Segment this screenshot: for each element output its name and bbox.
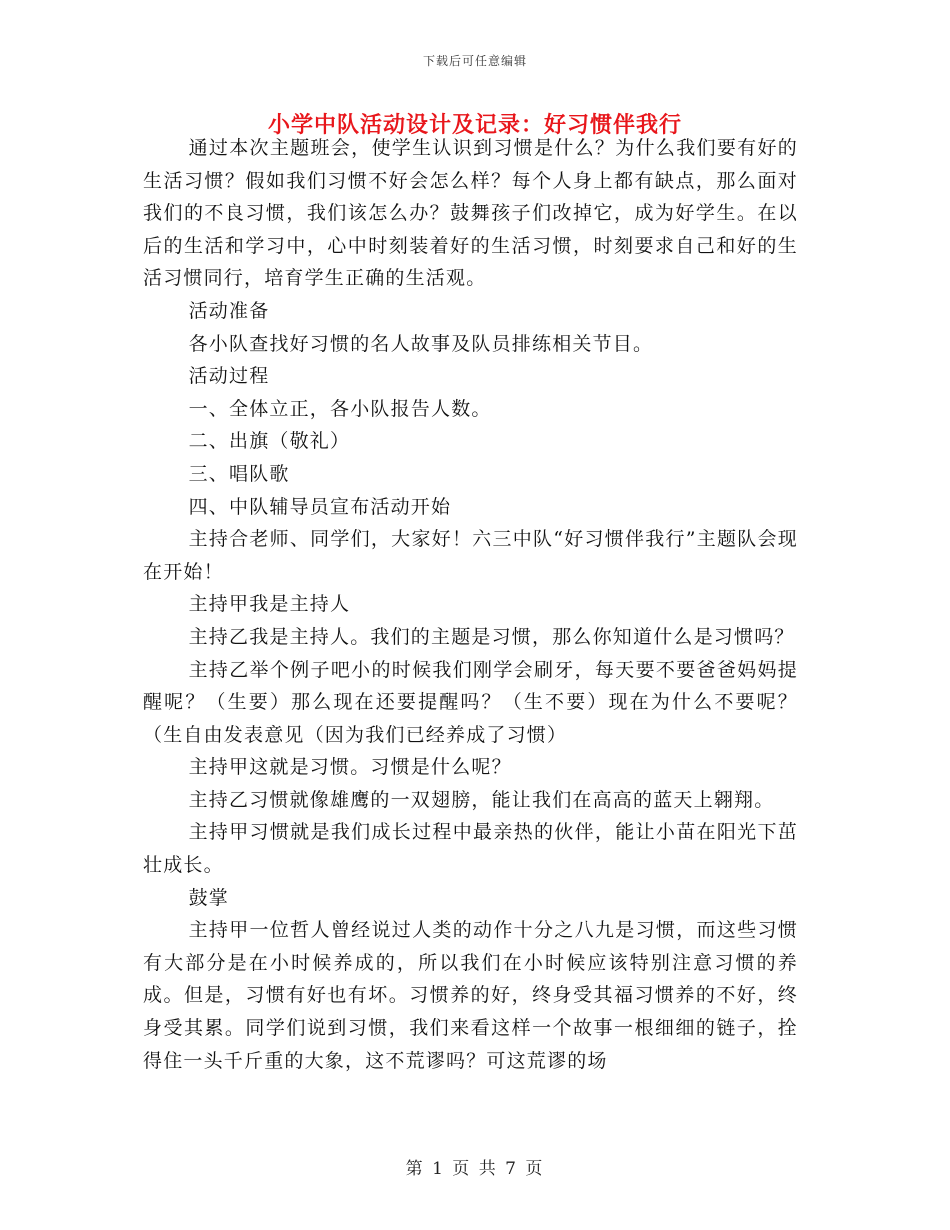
step-1: 一、全体立正，各小队报告人数。 xyxy=(188,397,492,420)
dialogue-line: 主持甲这就是习惯。习惯是什么呢？ xyxy=(188,756,512,779)
step-2: 二、出旗（敬礼） xyxy=(188,430,351,453)
document-body xyxy=(143,132,798,1077)
dialogue-line: 主持甲一位哲人曾经说过人类的动作十分之八九是习惯，而这些习惯有大部分是在小时候养成的，所以我们在小时候应该特别注意习惯的养成。但是，习惯有好也有坏。习惯养的好，终身受其福习惯养的不好，终身受其累。同学们说到习惯，我们来看这样一个故事一根细细的链子，拴得住一头千斤重的大象，这不荒谬吗？可这荒谬的场 xyxy=(143,919,798,1072)
header-note: 下载后可任意编辑 xyxy=(422,54,527,68)
paragraph-preparation: 各小队查找好习惯的名人故事及队员排练相关节目。 xyxy=(188,332,654,355)
dialogue-line: 主持乙举个例子吧小的时候我们刚学会刷牙，每天要不要爸爸妈妈提醒呢？（生要）那么现在还要提醒吗？（生不要）现在为什么不要呢？（生自由发表意见（因为我们已经养成了习惯） xyxy=(143,658,798,746)
page-footer: 第 1 页 共 7 页 xyxy=(405,1159,545,1179)
step-3: 三、唱队歌 xyxy=(188,462,290,485)
heading-preparation: 活动准备 xyxy=(188,299,270,322)
dialogue-line: 主持甲我是主持人 xyxy=(188,593,351,616)
document-title: 小学中队活动设计及记录：好习惯伴我行 xyxy=(267,112,682,138)
dialogue-line: 主持乙习惯就像雄鹰的一双翅膀，能让我们在高高的蓝天上翱翔。 xyxy=(188,788,775,811)
step-4: 四、中队辅导员宣布活动开始 xyxy=(188,495,452,518)
paragraph-intro: 通过本次主题班会，使学生认识到习惯是什么？为什么我们要有好的生活习惯？假如我们习惯不好会怎么样？每个人身上都有缺点，那么面对我们的不良习惯，我们该怎么办？鼓舞孩子们改掉它，成为好学生。在以后的生活和学习中，心中时刻装着好的生活习惯，时刻要求自己和好的生活习惯同行，培育学生正确的生活观。 xyxy=(143,137,798,290)
stage-direction: 鼓掌 xyxy=(188,886,229,909)
dialogue-line: 主持甲习惯就是我们成长过程中最亲热的伙伴，能让小苗在阳光下茁壮成长。 xyxy=(143,821,798,877)
dialogue-line: 主持乙我是主持人。我们的主题是习惯，那么你知道什么是习惯吗？ xyxy=(188,625,795,648)
dialogue-line: 主持合老师、同学们，大家好！六三中队“好习惯伴我行”主题队会现在开始！ xyxy=(143,528,798,583)
heading-process: 活动过程 xyxy=(188,365,270,388)
